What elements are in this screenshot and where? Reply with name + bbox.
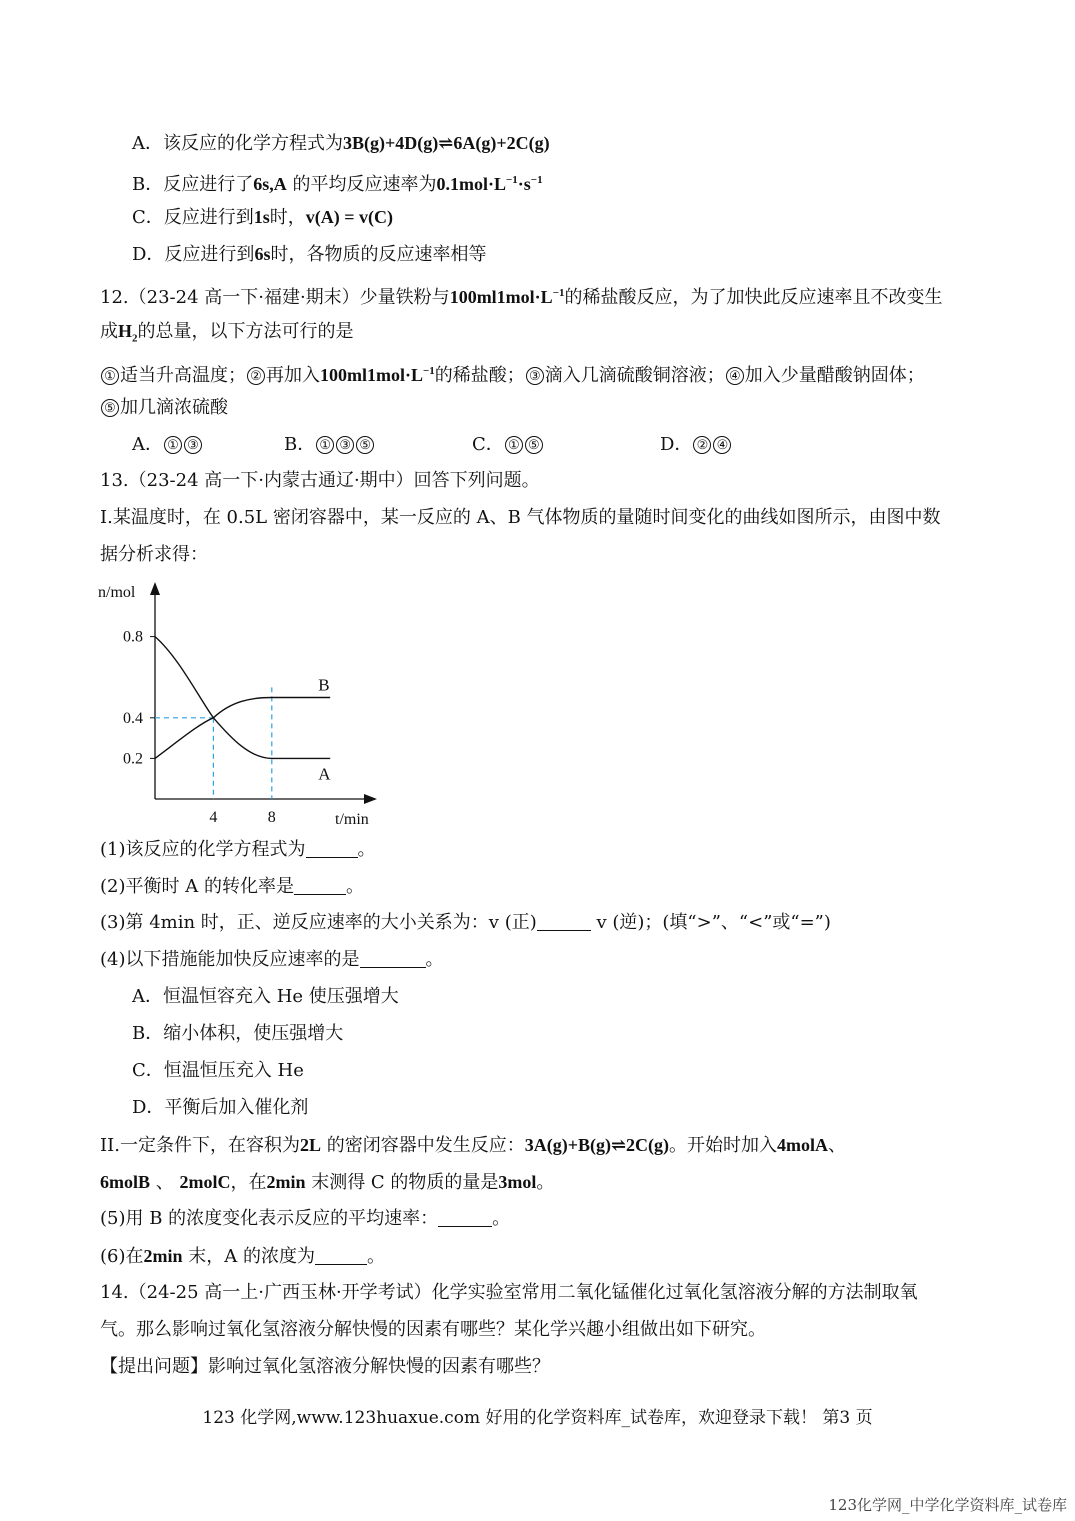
circled-number: ① <box>101 367 119 385</box>
q13-sub4: (4)以下措施能加快反应速率的是 。 <box>100 949 444 970</box>
answer-blank-6 <box>315 1246 367 1265</box>
circled-number: ⑤ <box>101 399 119 417</box>
q13-sub2: (2)平衡时 A 的转化率是 。 <box>100 876 364 897</box>
q12-stem-line2: 成$H_2$的总量，以下方法可行的是 <box>100 321 354 345</box>
q11-option-b: B．反应进行了6s,A 的平均反应速率为$0.1mol\cdot L^{-1}\cdot s^{-1}$ <box>132 174 543 195</box>
x-axis-label: t/min <box>335 811 369 828</box>
chart-axes <box>150 582 377 804</box>
y-tick-label: 0.4 <box>123 709 143 727</box>
y-axis-arrow <box>150 582 160 595</box>
q13-sub4-option-a: A．恒温恒容充入 He 使压强增大 <box>132 986 399 1007</box>
answer-blank-2 <box>294 876 346 895</box>
q13-sub3: (3)第 4min 时，正、逆反应速率的大小关系为：v (正) v (逆)；(填“>”、“<”或“=”) <box>100 912 831 933</box>
q12-option-d: D． ② ④ <box>660 433 732 457</box>
circled-number: ④ <box>726 367 744 385</box>
q13-sub4-option-d: D．平衡后加入催化剂 <box>132 1097 309 1118</box>
answer-blank-1 <box>306 839 358 858</box>
chart-guides <box>155 687 272 799</box>
q12-option-b: B． ① ③ ⑤ <box>284 433 375 457</box>
chart-labels <box>98 584 369 828</box>
q12-methods-line2: ⑤ 加几滴浓硫酸 <box>100 396 228 420</box>
q14-line1: 14.（24-25 高一上·广西玉林·开学考试）化学实验室常用二氧化锰催化过氧化氢溶液分解的方法制取氧 <box>100 1282 918 1303</box>
q13-sub5: (5)用 B 的浓度变化表示反应的平均速率： 。 <box>100 1208 511 1229</box>
x-axis-arrow <box>364 794 377 804</box>
q13-sub4-option-c: C．恒温恒压充入 He <box>132 1060 304 1081</box>
q13-part2-line2: 6molB 、 2molC，在2min 末测得 C 的物质的量是3mol。 <box>100 1172 555 1193</box>
series-label-B: B <box>318 675 330 695</box>
answer-blank-5 <box>438 1208 492 1227</box>
series-label-A: A <box>318 764 331 784</box>
y-tick-label: 0.8 <box>123 628 143 646</box>
q13-part1-line2: 据分析求得： <box>100 544 208 565</box>
page-footer: 123 化学网,www.123huaxue.com 好用的化学资料库_试卷库，欢迎登录下载！ 第3 页 <box>202 1408 873 1428</box>
q11-option-d: D．反应进行到6s时，各物质的反应速率相等 <box>132 244 487 265</box>
answer-blank-4 <box>360 949 426 968</box>
q12-methods-line1: ① 适当升高温度； ② 再加入$100ml1mol\cdot L^{-1}$的稀盐酸； ③ 滴入几滴硫酸铜溶液； ④ 加入少量醋酸钠固体； <box>100 359 925 388</box>
series-line-B <box>155 698 330 759</box>
q13-sub1: (1)该反应的化学方程式为 。 <box>100 839 376 860</box>
y-tick-label: 0.2 <box>123 750 143 768</box>
circled-number: ② <box>247 367 265 385</box>
circled-number: ③ <box>526 367 544 385</box>
q12-stem-line1: 12.（23-24 高一下·福建·期末）少量铁粉与$100ml1mol\cdot L^{-1}$的稀盐酸反应，为了加快此反应速率且不改变生 <box>100 287 943 308</box>
q14-line3: 【提出问题】影响过氧化氢溶液分解快慢的因素有哪些？ <box>100 1356 550 1377</box>
q11-option-a: A．该反应的化学方程式为3B(g)+4D(g)⇌6A(g)+2C(g) <box>132 133 550 154</box>
q11-option-c: C．反应进行到1s时，v(A) = v(C) <box>132 207 394 228</box>
x-tick-label: 8 <box>267 809 276 826</box>
q13-sub6: (6)在2min 末，A 的浓度为 。 <box>100 1246 385 1267</box>
q13-stem: 13.（23-24 高一下·内蒙古通辽·期中）回答下列问题。 <box>100 470 540 491</box>
chart-curves <box>155 637 330 759</box>
q13-sub4-option-b: B．缩小体积，使压强增大 <box>132 1023 344 1044</box>
watermark: 123化学网_中学化学资料库_试卷库 <box>828 1496 1067 1514</box>
q13-part2-line1: II.一定条件下，在容积为2L 的密闭容器中发生反应：3A(g)+B(g)⇌2C(g)。开始时加入4molA、 <box>100 1135 847 1156</box>
q12-option-c: C． ① ⑤ <box>472 433 544 457</box>
x-tick-label: 4 <box>209 809 218 826</box>
q14-line2: 气。那么影响过氧化氢溶液分解快慢的因素有哪些？某化学兴趣小组做出如下研究。 <box>100 1319 766 1340</box>
q13-part1-line1: I.某温度时，在 0.5L 密闭容器中，某一反应的 A、B 气体物质的量随时间变化的曲线如图所示，由图中数 <box>100 507 941 528</box>
mole-time-chart <box>90 576 390 831</box>
y-axis-label: n/mol <box>98 584 136 601</box>
answer-blank-3 <box>537 912 591 931</box>
q12-option-a: A． ① ③ <box>132 433 203 457</box>
